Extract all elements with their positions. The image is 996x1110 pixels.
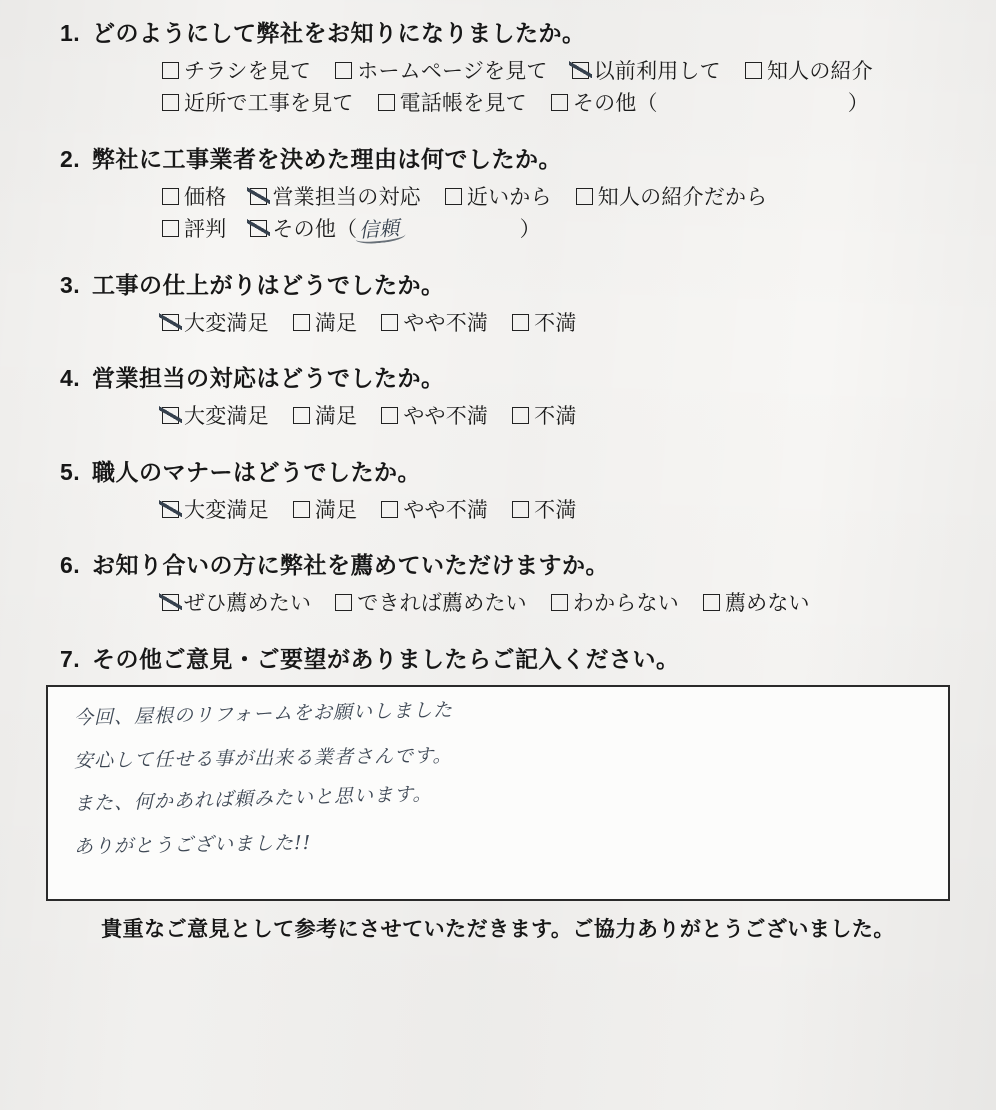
question-1-title <box>34 18 962 49</box>
option-label: 近いから <box>466 185 552 209</box>
question-1-row-1 <box>162 57 962 87</box>
option-label: 満足 <box>314 311 358 335</box>
question-2-options <box>34 183 962 246</box>
checkbox-icon[interactable] <box>445 188 462 205</box>
option-label: 評判 <box>184 218 227 242</box>
checkbox-icon[interactable] <box>703 594 720 611</box>
checkbox-icon[interactable] <box>162 220 179 237</box>
option-very-satisfied[interactable] <box>162 496 269 526</box>
option-label: 大変満足 <box>184 498 269 522</box>
question-4-row-1 <box>162 402 962 432</box>
checkbox-icon[interactable] <box>512 314 529 331</box>
option-referral[interactable] <box>745 57 873 87</box>
question-4-text: 営業担当の対応はどうでしたか。 <box>92 365 445 392</box>
question-5-options <box>34 496 962 526</box>
option-label: やや不満 <box>403 311 489 335</box>
question-3-number: 3. <box>60 271 81 298</box>
question-6-text: お知り合いの方に弊社を薦めていただけますか。 <box>92 552 609 579</box>
option-dissatisfied[interactable] <box>512 309 576 339</box>
question-5-title <box>34 457 962 488</box>
question-7-text: その他ご意見・ご要望がありましたらご記入ください。 <box>92 645 680 672</box>
option-label: その他（ <box>272 218 358 242</box>
question-5-number: 5. <box>60 458 81 485</box>
checkbox-checked-icon[interactable] <box>572 62 589 79</box>
free-comment-lines <box>73 698 928 875</box>
option-label: 価格 <box>184 185 227 209</box>
question-6 <box>34 550 962 619</box>
option-label: ホームページを見て <box>357 60 548 84</box>
checkbox-icon[interactable] <box>293 501 310 518</box>
checkbox-icon[interactable] <box>335 594 352 611</box>
option-label: 薦めない <box>724 592 810 616</box>
option-very-satisfied[interactable] <box>162 309 269 339</box>
checkbox-icon[interactable] <box>551 94 568 111</box>
option-definitely-recommend[interactable] <box>162 589 311 619</box>
option-unsure[interactable] <box>551 589 679 619</box>
question-4 <box>34 363 962 432</box>
checkbox-icon[interactable] <box>293 407 310 424</box>
option-label: 満足 <box>314 498 358 522</box>
checkbox-icon[interactable] <box>162 188 179 205</box>
option-dissatisfied[interactable] <box>512 402 576 432</box>
option-label: 不満 <box>534 311 577 335</box>
free-comment-line: また、何かあれば頼みたいと思います。 <box>73 782 433 815</box>
option-very-satisfied[interactable] <box>162 402 269 432</box>
option-label: 不満 <box>534 498 577 522</box>
option-label: やや不満 <box>403 498 489 522</box>
option-label: やや不満 <box>403 405 489 429</box>
question-5 <box>34 457 962 526</box>
checkbox-checked-icon[interactable] <box>162 594 179 611</box>
checkbox-checked-icon[interactable] <box>162 407 179 424</box>
option-label: チラシを見て <box>184 60 312 84</box>
question-1-text: どのようにして弊社をお知りになりましたか。 <box>92 20 586 46</box>
question-2-row-2 <box>162 215 962 245</box>
question-7 <box>34 644 962 901</box>
option-slightly-dissatisfied[interactable] <box>381 496 488 526</box>
checkbox-icon[interactable] <box>512 501 529 518</box>
option-sales-response[interactable] <box>250 183 420 213</box>
checkbox-icon[interactable] <box>381 314 398 331</box>
question-1 <box>34 18 962 120</box>
free-comment-line: 安心して任せる事が出来る業者さんです。 <box>73 744 453 772</box>
option-other-reason[interactable] <box>250 215 540 245</box>
option-label: その他（ <box>572 92 658 116</box>
option-label: 大変満足 <box>184 405 269 429</box>
question-5-row-1 <box>162 496 962 526</box>
checkbox-icon[interactable] <box>512 407 529 424</box>
checkbox-icon[interactable] <box>576 188 593 205</box>
option-label: 近所で工事を見て <box>184 92 354 116</box>
option-referral-reason[interactable] <box>576 183 768 213</box>
question-1-number: 1. <box>60 20 81 46</box>
option-reputation[interactable] <box>162 215 226 245</box>
question-2-title <box>34 144 962 175</box>
option-flyer[interactable] <box>162 57 311 87</box>
footer-note: 貴重なご意見として参考にさせていただきます。ご協力ありがとうございました。 <box>101 917 895 941</box>
question-3-options <box>34 309 962 339</box>
question-2 <box>34 144 962 246</box>
option-label: できれば薦めたい <box>357 592 527 616</box>
question-4-title <box>34 363 962 394</box>
checkbox-icon[interactable] <box>162 62 179 79</box>
question-1-options <box>34 57 962 120</box>
option-price[interactable] <box>162 183 226 213</box>
question-4-options <box>34 402 962 432</box>
question-6-options <box>34 589 962 619</box>
option-label: 電話帳を見て <box>399 92 527 116</box>
option-dissatisfied[interactable] <box>512 496 576 526</box>
option-nearby[interactable] <box>445 183 552 213</box>
option-label: 知人の紹介 <box>766 60 873 84</box>
question-2-row-1 <box>162 183 962 213</box>
option-slightly-dissatisfied[interactable] <box>381 309 488 339</box>
free-comment-line: 今回、屋根のリフォームをお願いしました <box>73 698 454 729</box>
checkbox-icon[interactable] <box>162 94 179 111</box>
option-label: 大変満足 <box>184 311 269 335</box>
question-1-row-2 <box>162 89 962 119</box>
option-label: ぜひ薦めたい <box>184 592 312 616</box>
option-satisfied[interactable] <box>293 309 357 339</box>
question-5-text: 職人のマナーはどうでしたか。 <box>92 458 421 485</box>
option-label-suffix: ） <box>519 218 541 242</box>
option-other[interactable] <box>551 89 869 119</box>
question-3 <box>34 270 962 339</box>
checkbox-checked-icon[interactable] <box>162 314 179 331</box>
option-label: 以前利用して <box>593 60 721 84</box>
option-satisfied[interactable] <box>293 402 357 432</box>
option-label: 不満 <box>534 405 577 429</box>
question-6-title <box>34 550 962 581</box>
option-saw-nearby-work[interactable] <box>162 89 354 119</box>
checkbox-checked-icon[interactable] <box>250 220 267 237</box>
option-website[interactable] <box>335 57 547 87</box>
checkbox-checked-icon[interactable] <box>162 501 179 518</box>
other-reason-write-in[interactable]: 信頼 <box>358 214 400 246</box>
checkbox-checked-icon[interactable] <box>250 188 267 205</box>
question-7-number: 7. <box>60 645 81 672</box>
option-label-suffix: ） <box>847 92 869 116</box>
checkbox-icon[interactable] <box>293 314 310 331</box>
option-label: 知人の紹介だから <box>597 185 768 209</box>
free-comment-box[interactable] <box>46 685 950 901</box>
question-3-text: 工事の仕上がりはどうでしたか。 <box>92 271 445 298</box>
checkbox-icon[interactable] <box>381 501 398 518</box>
checkbox-icon[interactable] <box>378 94 395 111</box>
option-label: 営業担当の対応 <box>272 185 421 209</box>
question-6-number: 6. <box>60 552 81 579</box>
question-6-row-1 <box>162 589 962 619</box>
checkbox-icon[interactable] <box>551 594 568 611</box>
option-maybe-recommend[interactable] <box>335 589 527 619</box>
question-3-title <box>34 270 962 301</box>
checkbox-icon[interactable] <box>335 62 352 79</box>
checkbox-icon[interactable] <box>381 407 398 424</box>
option-label: わからない <box>572 592 679 616</box>
free-comment-line: ありがとうございました!! <box>73 831 312 858</box>
option-previous-use[interactable] <box>572 57 721 87</box>
option-label: 満足 <box>314 405 358 429</box>
option-would-not-recommend[interactable] <box>703 589 810 619</box>
question-3-row-1 <box>162 309 962 339</box>
question-2-text: 弊社に工事業者を決めた理由は何でしたか。 <box>92 145 562 172</box>
checkbox-icon[interactable] <box>745 62 762 79</box>
option-phonebook[interactable] <box>378 89 527 119</box>
option-slightly-dissatisfied[interactable] <box>381 402 488 432</box>
question-2-number: 2. <box>60 145 81 172</box>
question-7-title <box>34 644 962 675</box>
question-4-number: 4. <box>60 365 81 392</box>
option-satisfied[interactable] <box>293 496 357 526</box>
